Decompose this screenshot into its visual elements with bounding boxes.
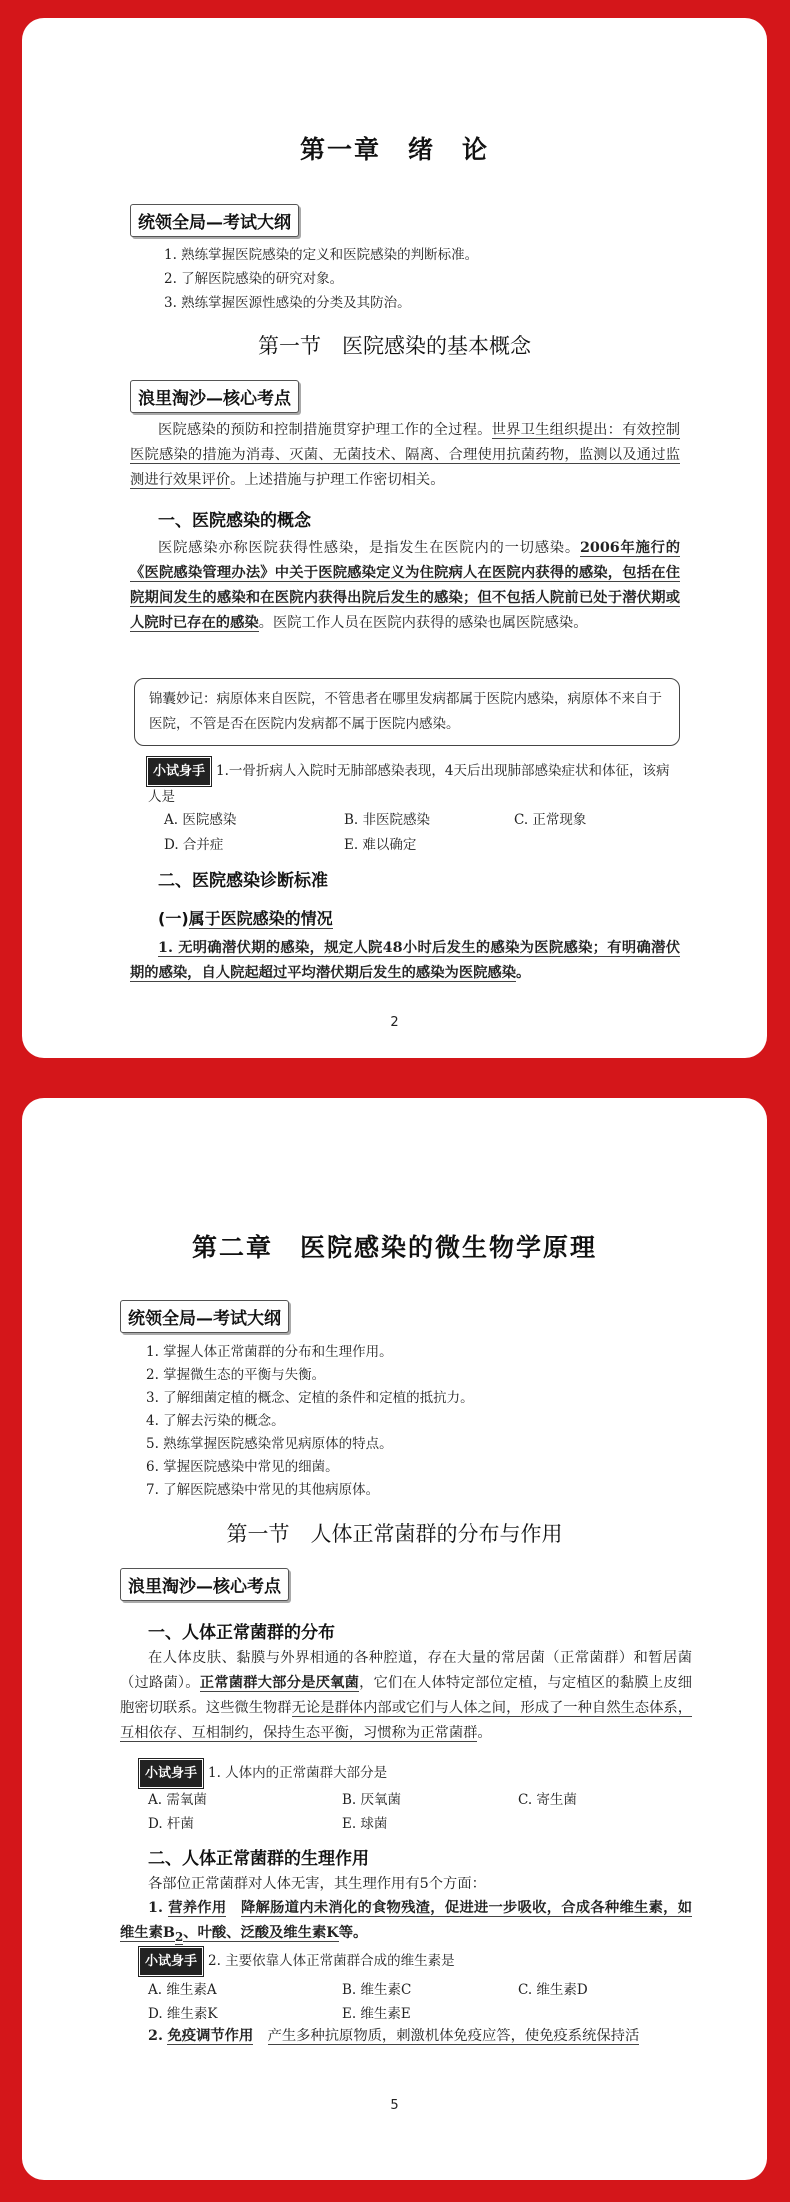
quiz-option: C. 寄生菌 <box>518 1792 577 1808</box>
quiz-option: E. 球菌 <box>342 1816 388 1832</box>
function-nutrition: 1. 营养作用 降解肠道内未消化的食物残渣，促进进一步吸收，合成各种维生素，如维生素$B_2$、叶酸、泛酸及维生素K等。 <box>120 1900 693 1944</box>
quiz-option: B. 厌氧菌 <box>342 1792 402 1808</box>
quiz-option: D. 合并症 <box>164 837 224 853</box>
quiz-option: B. 维生素C <box>342 1982 412 1998</box>
outline-item: 3. 了解细菌定植的概念、定植的条件和定植的抵抗力。 <box>146 1390 474 1406</box>
quiz-option: A. 医院感染 <box>164 812 237 828</box>
quiz-tag: 小试身手 <box>140 1948 202 1975</box>
heading-distribution: 一、人体正常菌群的分布 <box>148 1623 335 1643</box>
heading-concept: 一、医院感染的概念 <box>158 511 311 531</box>
quiz-question: 小试身手 1.一骨折病人入院时无肺部感染表现，4天后出现肺部感染症状和体征，该病人是 <box>148 758 680 810</box>
quiz-option: A. 维生素A <box>148 1982 217 1998</box>
heading-function: 二、人体正常菌群的生理作用 <box>148 1849 369 1869</box>
quiz-option: C. 正常现象 <box>514 812 587 828</box>
section-title: 第一节 医院感染的基本概念 <box>258 334 531 358</box>
page-1 <box>22 18 767 1058</box>
core-label: 浪里淘沙—核心考点 <box>130 380 299 413</box>
quiz-option: E. 维生素E <box>342 2006 411 2022</box>
distribution-paragraph: 在人体皮肤、黏膜与外界相通的各种腔道，存在大量的常居菌（正常菌群）和暂居菌（过路菌）。正常菌群大部分是厌氧菌，它们在人体特定部位定植，与定植区的黏膜上皮细胞密切联系。这些微生物群无论是群体内部或它们与人体之间，形成了一种自然生态体系，互相依存、互相制约，保持生态平衡，习惯称为正常菌群。 <box>120 1650 693 1741</box>
page-2 <box>22 1098 767 2180</box>
quiz-option: E. 难以确定 <box>344 837 417 853</box>
intro-paragraph: 医院感染的预防和控制措施贯穿护理工作的全过程。世界卫生组织提出：有效控制医院感染的措施为消毒、灭菌、无菌技术、隔离、合理使用抗菌药物，监测以及通过监测进行效果评价。上述措施与护理工作密切相关。 <box>130 422 681 488</box>
rule-paragraph: 1. 无明确潜伏期的感染，规定人院48小时后发生的感染为医院感染；有明确潜伏期的感染，自人院起超过平均潜伏期后发生的感染为医院感染。 <box>130 940 680 981</box>
outline-item: 2. 掌握微生态的平衡与失衡。 <box>146 1367 326 1383</box>
quiz-option: D. 杆菌 <box>148 1816 194 1832</box>
page-number: 2 <box>390 1015 399 1030</box>
concept-paragraph: 医院感染亦称医院获得性感染，是指发生在医院内的一切感染。2006年施行的《医院感染管理办法》中关于医院感染定义为住院病人在医院内获得的感染，包括在住院期间发生的感染和在医院内获得出院后发生的感染；但不包括人院前已处于潜伏期或人院时已存在的感染。医院工作人员在医院内获得的感染也属医院感染。 <box>130 540 681 631</box>
heading-criteria: 二、医院感染诊断标准 <box>158 871 328 891</box>
outline-item: 1. 掌握人体正常菌群的分布和生理作用。 <box>146 1344 393 1360</box>
chapter-title: 第二章 医院感染的微生物学原理 <box>191 1233 597 1262</box>
outline-item: 4. 了解去污染的概念。 <box>146 1413 285 1429</box>
section-title: 第一节 人体正常菌群的分布与作用 <box>226 1522 563 1546</box>
quiz-option: D. 维生素K <box>148 2006 218 2022</box>
outline-label: 统领全局—考试大纲 <box>130 204 299 237</box>
function-immune: 2. 免疫调节作用 产生多种抗原物质，刺激机体免疫应答，使免疫系统保持活 <box>148 2028 640 2044</box>
chapter-title: 第一章 绪 论 <box>299 135 489 164</box>
quiz-question: 小试身手 1. 人体内的正常菌群大部分是 <box>140 1760 692 1787</box>
quiz-option: A. 需氧菌 <box>148 1792 207 1808</box>
quiz-question: 小试身手 2. 主要依靠人体正常菌群合成的维生素是 <box>140 1948 692 1975</box>
page-number: 5 <box>390 2098 399 2113</box>
heading-infection-cases: (一)属于医院感染的情况 <box>158 909 333 928</box>
outline-item: 6. 掌握医院感染中常见的细菌。 <box>146 1459 339 1475</box>
outline-label: 统领全局—考试大纲 <box>120 1300 289 1333</box>
outline-item: 5. 熟练掌握医院感染常见病原体的特点。 <box>146 1436 393 1452</box>
outline-item: 3. 熟练掌握医源性感染的分类及其防治。 <box>164 295 411 311</box>
outline-item: 2. 了解医院感染的研究对象。 <box>164 271 344 287</box>
quiz-tag: 小试身手 <box>140 1760 202 1787</box>
tip-box: 锦囊妙记：病原体来自医院，不管患者在哪里发病都属于医院内感染，病原体不来自于医院，不管是否在医院内发病都不属于医院内感染。 <box>134 678 680 746</box>
quiz-option: C. 维生素D <box>518 1982 588 1998</box>
function-intro: 各部位正常菌群对人体无害，其生理作用有5个方面： <box>148 1876 486 1892</box>
outline-item: 7. 了解医院感染中常见的其他病原体。 <box>146 1482 380 1498</box>
quiz-tag: 小试身手 <box>148 758 210 785</box>
quiz-option: B. 非医院感染 <box>344 812 431 828</box>
core-label: 浪里淘沙—核心考点 <box>120 1568 289 1601</box>
outline-item: 1. 熟练掌握医院感染的定义和医院感染的判断标准。 <box>164 247 479 263</box>
